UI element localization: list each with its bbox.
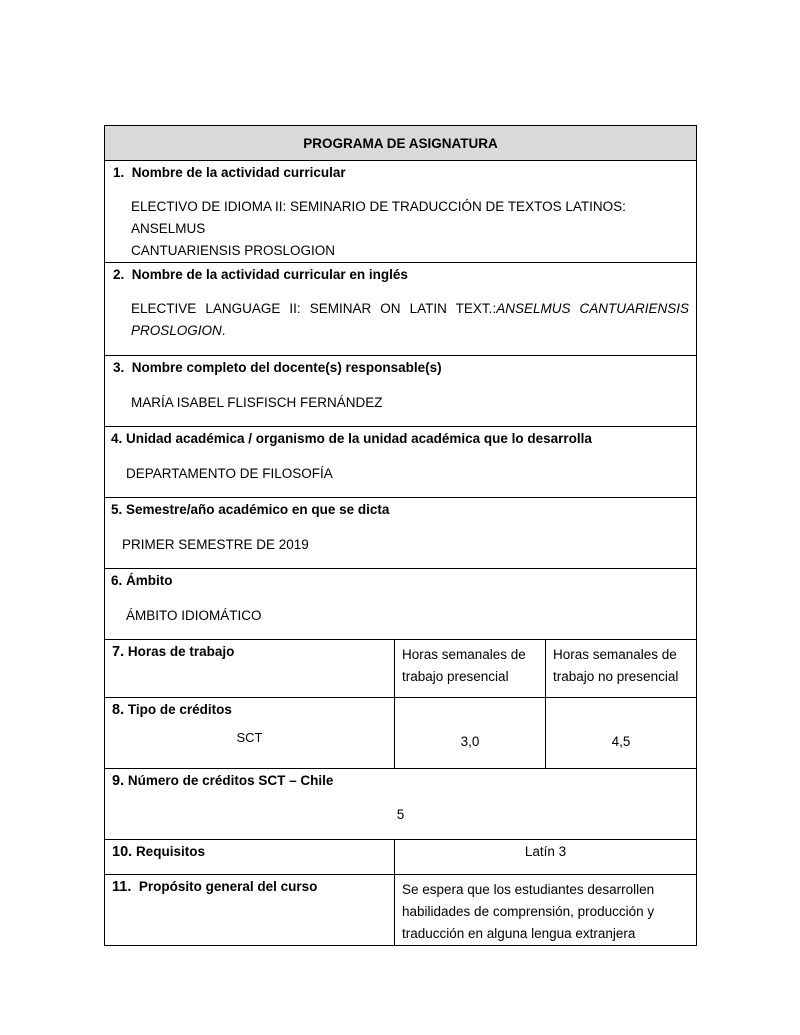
section-label: Tipo de créditos <box>127 702 232 717</box>
section-8 <box>105 698 697 769</box>
presencial-header-line2: trabajo presencial <box>402 669 509 684</box>
course-name-line1: ELECTIVO DE IDIOMA II: SEMINARIO DE TRADUCCIÓN DE TEXTOS LATINOS: ANSELMUS <box>131 199 626 236</box>
course-purpose-line1: Se espera que los estudiantes desarrollen <box>402 882 655 897</box>
program-table <box>104 125 697 946</box>
header-row <box>105 126 697 161</box>
teacher-name: MARÍA ISABEL FLISFISCH FERNÁNDEZ <box>131 395 383 410</box>
presencial-hours: 3,0 <box>395 698 546 769</box>
no-presencial-header-line2: trabajo no presencial <box>553 669 679 684</box>
section-label: Propósito general del curso <box>138 879 318 894</box>
section-number: 3. <box>113 360 125 375</box>
presencial-header-line1: Horas semanales de <box>402 647 526 662</box>
english-name-line2 <box>131 320 689 342</box>
section-4 <box>105 427 697 498</box>
table-title: PROGRAMA DE ASIGNATURA <box>105 126 697 161</box>
section-number: 1. <box>113 165 125 180</box>
presencial-header <box>395 640 546 698</box>
section-7 <box>105 640 697 698</box>
section-10 <box>105 840 697 875</box>
section-label: Nombre de la actividad curricular <box>131 165 346 180</box>
section-label: Nombre completo del docente(s) responsable(s) <box>131 360 442 375</box>
section-1 <box>105 161 697 263</box>
credit-type: SCT <box>236 730 263 745</box>
scope: ÁMBITO IDIOMÁTICO <box>126 608 262 623</box>
requirements: Latín 3 <box>395 840 697 875</box>
course-purpose-line2: habilidades de comprensión, producción y <box>402 904 655 919</box>
no-presencial-header <box>546 640 697 698</box>
section-3 <box>105 356 697 427</box>
section-label: Horas de trabajo <box>127 644 235 659</box>
section-2 <box>105 263 697 356</box>
section-11 <box>105 875 697 946</box>
section-label: 4. Unidad académica / organismo de la unidad académica que lo desarrolla <box>111 431 592 446</box>
course-purpose-line3: traducción en alguna lengua extranjera <box>402 926 636 941</box>
section-number: 9. <box>112 773 125 789</box>
english-name-italic: ANSELMUS CANTUARIENSIS <box>496 301 690 316</box>
section-label: Nombre de la actividad curricular en inglés <box>131 267 408 282</box>
course-name-line2: CANTUARIENSIS PROSLOGION <box>131 243 336 258</box>
no-presencial-header-line1: Horas semanales de <box>553 647 677 662</box>
section-9 <box>105 769 697 840</box>
course-purpose <box>395 875 697 946</box>
section-number: 7. <box>112 644 125 660</box>
section-number: 11. <box>112 879 132 895</box>
credit-count: 5 <box>396 807 405 822</box>
section-label: Requisitos <box>135 844 205 859</box>
section-6 <box>105 569 697 640</box>
english-name-end: . <box>221 323 226 338</box>
section-label: 6. Ámbito <box>111 573 173 588</box>
english-name-line1 <box>131 298 689 320</box>
section-label: Número de créditos SCT – Chile <box>127 773 334 788</box>
section-5 <box>105 498 697 569</box>
section-number: 8. <box>112 702 125 718</box>
english-name-italic-2: PROSLOGION <box>131 323 222 338</box>
section-number: 2. <box>113 267 125 282</box>
no-presencial-hours: 4,5 <box>546 698 697 769</box>
english-name-plain: ELECTIVE LANGUAGE II: SEMINAR ON LATIN TEXT.: <box>131 301 497 316</box>
academic-unit: DEPARTAMENTO DE FILOSOFÍA <box>126 466 333 481</box>
section-label: 5. Semestre/año académico en que se dicta <box>111 502 390 517</box>
section-number: 10. <box>112 844 133 860</box>
semester: PRIMER SEMESTRE DE 2019 <box>122 537 309 552</box>
